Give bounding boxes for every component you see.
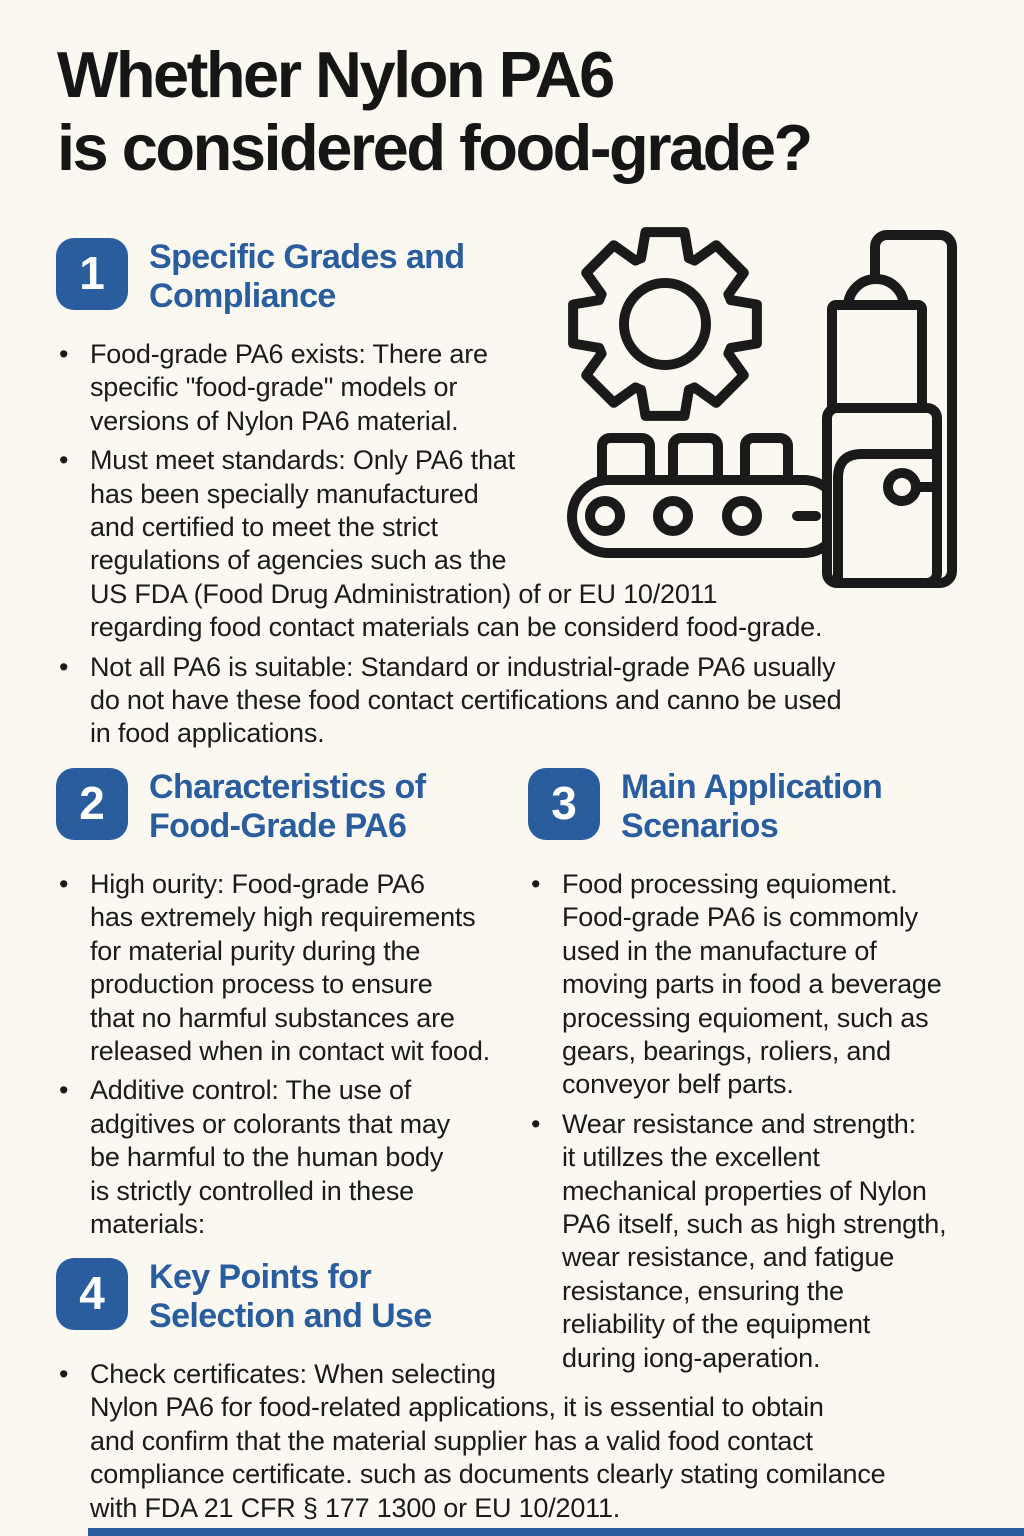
- bullet-text: materials:: [90, 1209, 206, 1240]
- bullet-line: [528, 901, 946, 934]
- bullet-line: [528, 868, 946, 901]
- section-number-badge: 4: [56, 1258, 128, 1330]
- section-title: Main Application Scenarios: [621, 768, 883, 845]
- bullet-text: released when in contact wit food.: [90, 1036, 490, 1067]
- bullet-text: in food applications.: [90, 718, 325, 749]
- bullet-text: PA6 itself, such as high strength,: [562, 1209, 947, 1240]
- bullet-line: [528, 1035, 946, 1068]
- bullet-text: that no harmful substances are: [90, 1002, 455, 1033]
- machine-cylinder: [832, 305, 922, 415]
- bullet-text: with FDA 21 CFR § 177 1300 or EU 10/2011.: [90, 1492, 621, 1523]
- bullet-line: [56, 1458, 885, 1491]
- section-number-badge: 3: [528, 768, 600, 840]
- bullet-line: [56, 1175, 490, 1208]
- bullet-text: do not have these food contact certifications and canno be used: [90, 685, 842, 716]
- bullet-line: [528, 935, 946, 968]
- bullet-text: production process to ensure: [90, 969, 433, 1000]
- bullet-line: [56, 1492, 885, 1525]
- section-title: Key Points for Selection and Use: [149, 1258, 432, 1335]
- section-number-badge: 2: [56, 768, 128, 840]
- bullet-line: [528, 1002, 946, 1035]
- bullet-text: be harmful to the human body: [90, 1142, 444, 1173]
- bullet-text: resistance, ensuring the: [562, 1275, 844, 1306]
- bullet-line: [56, 544, 841, 577]
- machine-column: [875, 235, 952, 583]
- bullet-line: [56, 444, 841, 477]
- bullet-text: Nylon PA6 for food-related applications, it is essential to obtain: [90, 1392, 824, 1423]
- section-number-badge: 1: [56, 238, 128, 310]
- bullet-text: regulations of agencies such as the: [90, 545, 507, 576]
- bullet-marker: •: [59, 1075, 69, 1106]
- page-title-line-2: is considered food-grade?: [57, 111, 811, 184]
- bullet-text: Not all PA6 is suitable: Standard or industrial-grade PA6 usually: [90, 651, 836, 682]
- bullet-line: [528, 1068, 946, 1101]
- section-key-points: [56, 1258, 885, 1525]
- section-title: Specific Grades and Compliance: [149, 238, 465, 315]
- bullet-text: versions of Nylon PA6 material.: [90, 405, 459, 436]
- bullet-text: specific "food-grade" models or: [90, 372, 458, 403]
- bullet-marker: •: [531, 869, 541, 899]
- bullet-text: for material purity during the: [90, 935, 421, 966]
- bullet-line: [56, 611, 841, 644]
- bullet-text: Food-grade PA6 exists: There are: [90, 339, 488, 369]
- bullet-line: [528, 1108, 946, 1141]
- bullet-text: regarding food contact materials can be considerd food-grade.: [90, 612, 823, 643]
- bullet-text: Check certificates: When selecting: [90, 1359, 496, 1389]
- bullet-marker: •: [59, 445, 69, 476]
- bullet-line: [56, 1035, 490, 1068]
- bullet-list: [56, 338, 841, 751]
- section-title: Characteristics of Food-Grade PA6: [149, 768, 426, 845]
- machine-dome: [848, 279, 904, 335]
- bullet-line: [56, 717, 841, 750]
- bullet-text: used in the manufacture of: [562, 935, 877, 966]
- machine-pivot: [888, 473, 916, 501]
- bullet-text: adgitives or colorants that may: [90, 1108, 450, 1139]
- section-characteristics: [56, 768, 490, 1241]
- bullet-text: Food processing equioment.: [562, 869, 898, 899]
- bullet-line: [56, 1002, 490, 1035]
- bullet-text: gears, bearings, roliers, and: [562, 1036, 891, 1067]
- bullet-text: US FDA (Food Drug Administration) of or EU 10/2011: [90, 578, 718, 609]
- machine-panel-line: [838, 454, 937, 578]
- bullet-text: wear resistance, and fatigue: [562, 1242, 895, 1273]
- section-header: [56, 768, 490, 846]
- bullet-text: has extremely high requirements: [90, 902, 476, 933]
- bullet-line: [56, 968, 490, 1001]
- section-specific-grades: [56, 238, 841, 751]
- section-header: [56, 238, 841, 316]
- bullet-line: [528, 1208, 946, 1241]
- bullet-text: is strictly controlled in these: [90, 1175, 414, 1206]
- bullet-marker: •: [531, 1108, 541, 1139]
- bullet-marker: •: [59, 339, 69, 369]
- bullet-text: has been specially manufactured: [90, 478, 479, 509]
- bullet-text: Food-grade PA6 is commomly: [562, 902, 918, 933]
- bullet-text: it utillzes the excellent: [562, 1142, 820, 1173]
- bullet-line: [56, 338, 841, 371]
- bullet-line: [56, 1208, 490, 1241]
- bullet-list: [56, 868, 490, 1241]
- bullet-line: [56, 651, 841, 684]
- bullet-text: Additive control: The use of: [90, 1075, 412, 1106]
- bullet-line: [56, 371, 841, 404]
- bullet-line: [56, 901, 490, 934]
- bullet-line: [56, 1074, 490, 1107]
- bullet-line: [56, 935, 490, 968]
- bullet-marker: •: [59, 651, 69, 682]
- machine-body: [827, 408, 937, 583]
- bullet-text: during iong-aperation.: [562, 1342, 821, 1373]
- bullet-line: [56, 578, 841, 611]
- bullet-line: [56, 684, 841, 717]
- bullet-line: [528, 968, 946, 1001]
- page-title-line-1: Whether Nylon PA6: [57, 38, 613, 111]
- bullet-line: [56, 478, 841, 511]
- bullet-text: and certified to meet the strict: [90, 512, 438, 543]
- bullet-text: conveyor belf parts.: [562, 1069, 794, 1100]
- bullet-line: [56, 1358, 885, 1391]
- bullet-text: moving parts in food a beverage: [562, 969, 942, 1000]
- bullet-text: High ourity: Food-grade PA6: [90, 869, 425, 899]
- bullet-text: compliance certificate. such as documents clearly stating comilance: [90, 1459, 886, 1490]
- bullet-line: [56, 868, 490, 901]
- page-title: [57, 38, 811, 184]
- bullet-text: reliability of the equipment: [562, 1309, 871, 1340]
- bottom-accent-bar: [88, 1528, 1024, 1536]
- bullet-line: [56, 511, 841, 544]
- bullet-line: [56, 1141, 490, 1174]
- bullet-text: mechanical properties of Nylon: [562, 1175, 927, 1206]
- bullet-text: Wear resistance and strength:: [562, 1108, 916, 1139]
- bullet-text: and confirm that the material supplier has a valid food contact: [90, 1425, 813, 1456]
- bullet-line: [528, 1141, 946, 1174]
- section-header: [56, 1258, 885, 1336]
- section-header: [528, 768, 946, 846]
- bullet-text: processing equioment, such as: [562, 1002, 929, 1033]
- bullet-marker: •: [59, 1359, 69, 1389]
- bullet-line: [56, 1391, 885, 1424]
- bullet-line: [56, 1425, 885, 1458]
- bullet-list: [56, 1358, 885, 1525]
- bullet-marker: •: [59, 869, 69, 899]
- bullet-line: [528, 1175, 946, 1208]
- bullet-line: [56, 1108, 490, 1141]
- bullet-text: Must meet standards: Only PA6 that: [90, 445, 515, 476]
- bullet-line: [56, 405, 841, 438]
